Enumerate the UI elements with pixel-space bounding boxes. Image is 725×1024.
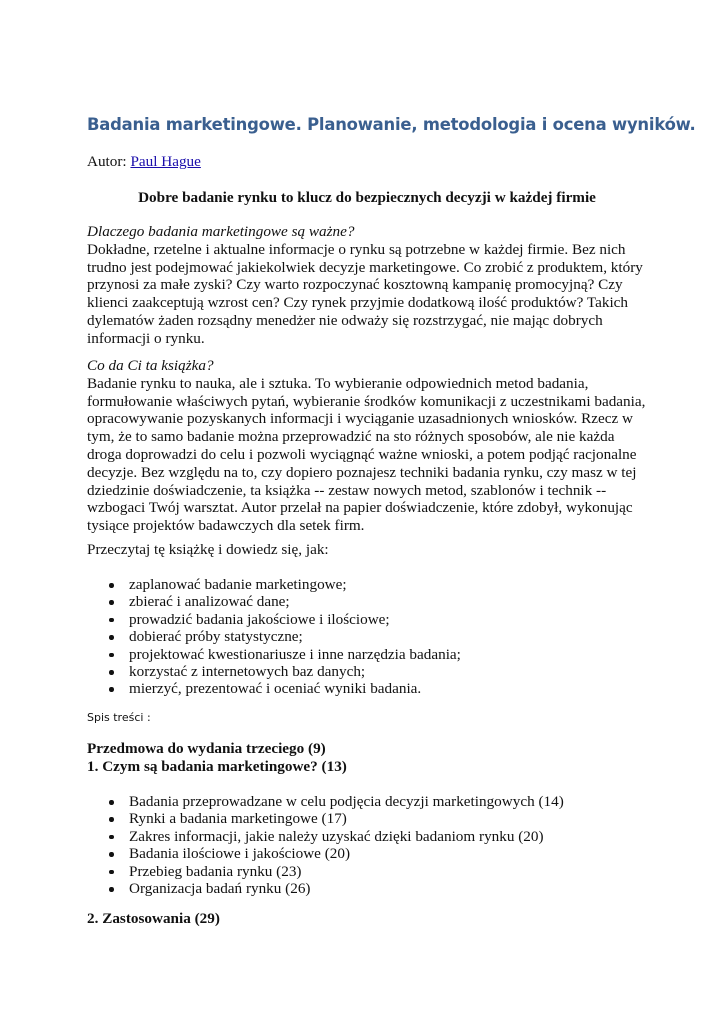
section-book-text: Badanie rynku to nauka, ale i sztuka. To wybieranie odpowiednich metod badania, formułowanie właściwych pytań, wybieranie środków komunikacji z uczestnikami badania, opracowywanie pozyskanych informacji i wyciąganie uzasadnionych wniosków. Rzecz w tym, że to samo badanie można przeprowadzić na sto różnych sposobów, ale nie każda droga doprowadzi do celu i pozwoli wyciągnąć ważne wnioski, a potem podjąć racjonalne decyzje. Bez względu na to, czy dopiero poznajesz techniki badania rynku, czy masz w tej dziedzinie doświadczenie, ta książka -- zestaw nowych metod, szablonów i technik -- wzbogaci Twój warsztat. Autor przelał na papier doświadczenie, które zdobył, wykonując tysiące projektów badawczych dla setek firm.	[87, 374, 646, 535]
section-why-heading: Dlaczego badania marketingowe są ważne?	[87, 223, 355, 240]
section-why-text: Dokładne, rzetelne i aktualne informacje o rynku są potrzebne w każdej firmie. Bez nich trudno jest podejmować jakiekolwiek decyzje marketingowe. Co zrobić z produktem, który przynosi za małe zyski? Czy warto rozpoczynać kosztowną kampanię promocyjną? Czy klienci zaakceptują wzrost cen? Czy rynek przyjmie dodatkową ilość produktów? Takich dylematów żaden rozsądny menedżer nie odważy się rozstrzygać, nie mając dobrych informacji o rynku.	[87, 240, 643, 347]
section-why	[87, 223, 647, 348]
list-item: projektować kwestionariusze i inne narzędzia badania;	[107, 646, 461, 663]
list-item: prowadzić badania jakościowe i ilościowe;	[107, 611, 461, 628]
subtitle: Dobre badanie rynku to klucz do bezpiecznych decyzji w każdej firmie	[138, 189, 596, 206]
list-item: Rynki a badania marketingowe (17)	[107, 810, 564, 827]
author-label: Autor:	[87, 153, 131, 170]
list-item: zaplanować badanie marketingowe;	[107, 576, 461, 593]
list-intro: Przeczytaj tę książkę i dowiedz się, jak:	[87, 541, 329, 558]
list-item: Badania przeprowadzane w celu podjęcia decyzji marketingowych (14)	[107, 793, 564, 810]
section-book-heading: Co da Ci ta książka?	[87, 357, 214, 374]
chapter-1-list	[107, 793, 564, 897]
list-item: Organizacja badań rynku (26)	[107, 880, 564, 897]
list-item: Zakres informacji, jakie należy uzyskać dzięki badaniom rynku (20)	[107, 828, 564, 845]
list-item: dobierać próby statystyczne;	[107, 628, 461, 645]
list-item: Badania ilościowe i jakościowe (20)	[107, 845, 564, 862]
learn-list	[107, 576, 461, 698]
list-item: mierzyć, prezentować i oceniać wyniki badania.	[107, 680, 461, 697]
toc-chapter-1: 1. Czym są badania marketingowe? (13)	[87, 758, 347, 775]
list-item: Przebieg badania rynku (23)	[107, 863, 564, 880]
author-line	[87, 153, 201, 171]
document-title: Badania marketingowe. Planowanie, metodologia i ocena wyników.	[87, 115, 696, 134]
section-book	[87, 357, 647, 535]
author-link[interactable]: Paul Hague	[130, 153, 201, 170]
list-item: korzystać z internetowych baz danych;	[107, 663, 461, 680]
toc-label: Spis treści :	[87, 711, 151, 724]
toc-preface: Przedmowa do wydania trzeciego (9)	[87, 740, 326, 757]
list-item: zbierać i analizować dane;	[107, 593, 461, 610]
toc-chapter-2: 2. Zastosowania (29)	[87, 910, 220, 927]
